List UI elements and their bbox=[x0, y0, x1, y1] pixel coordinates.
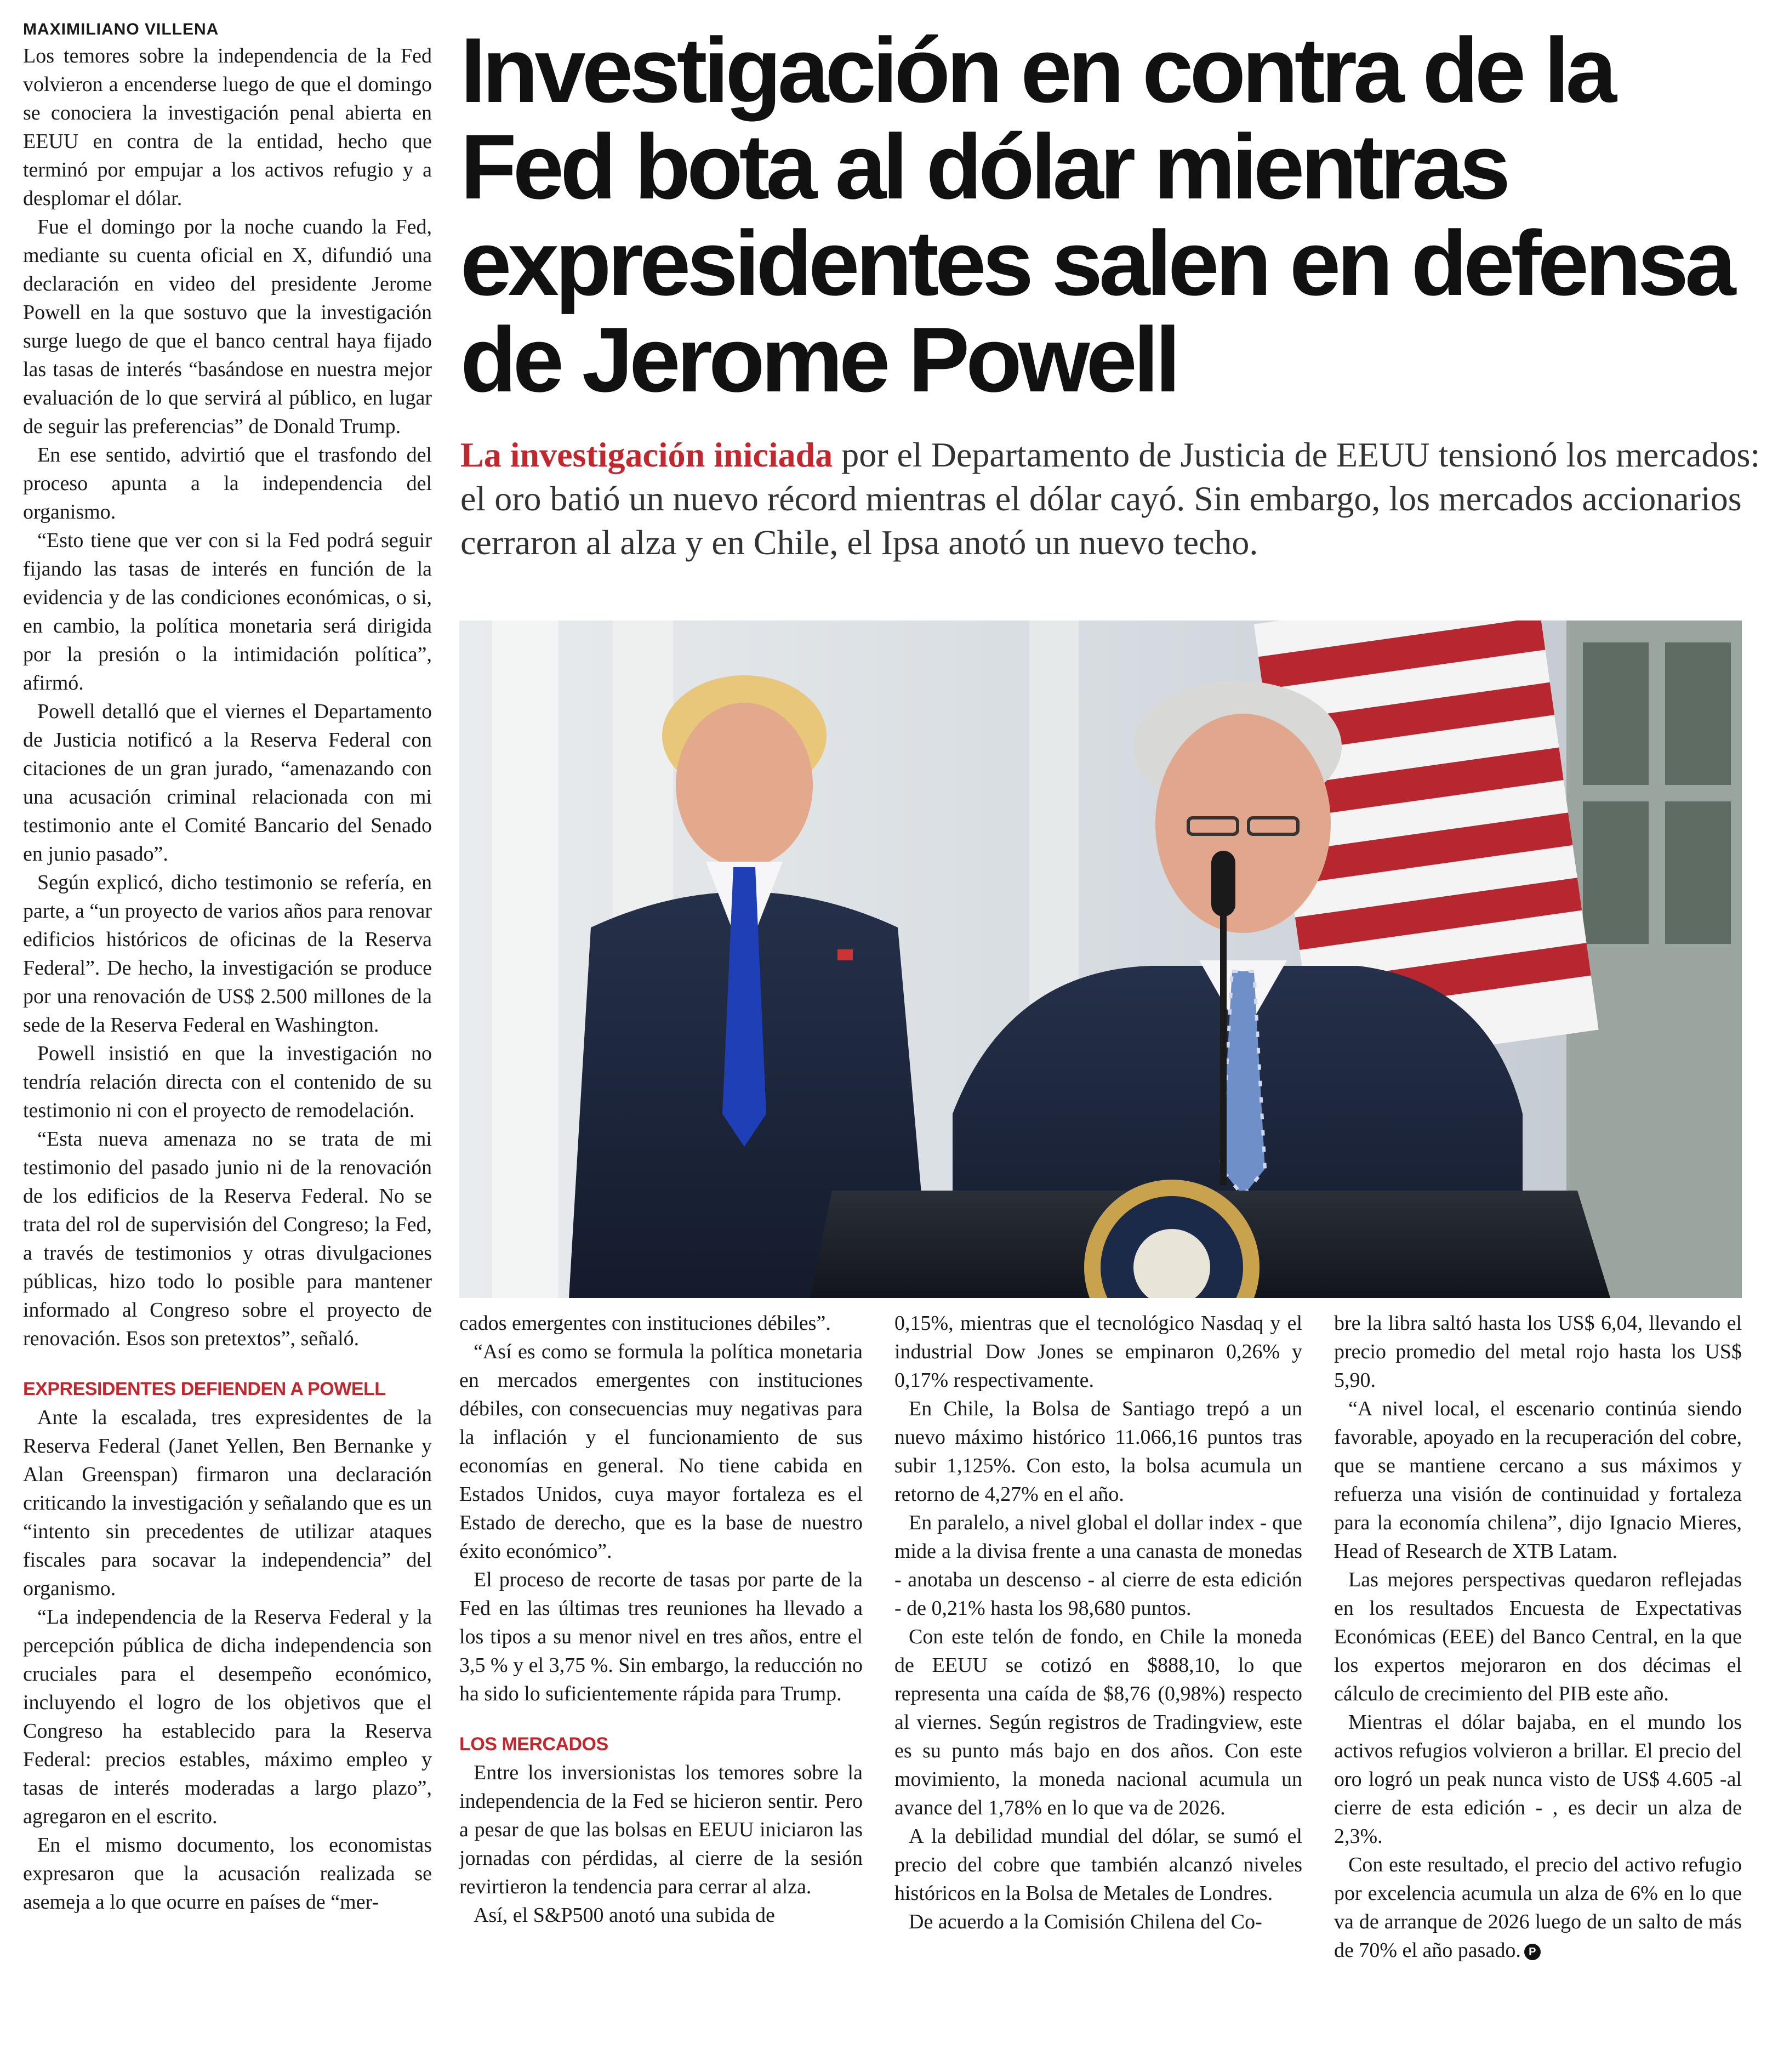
article-column-2 bbox=[459, 1309, 863, 1929]
paragraph: En el mismo documento, los economistas expresaron que la acusación realizada se asemeja a lo que ocurre en países de “mer- bbox=[23, 1834, 432, 1914]
paragraph: Entre los inversionistas los temores sobre la independencia de la Fed se hicieron sentir. Pero a pesar de que las bolsas en EEUU iniciaron las jornadas con pérdidas, al cierre de la sesión revirtieron la tendencia para cerrar al alza. bbox=[459, 1761, 863, 1898]
paragraph: Fue el domingo por la noche cuando la Fed, mediante su cuenta oficial en X, difundió una declaración en video del presidente Jerome Powell en la que sostuvo que la investigación surge luego de que el banco central haya fijado las tasas de interés “basándose en nuestra mejor evaluación de lo que servirá al público, en lugar de seguir las preferencias” de Donald Trump. bbox=[23, 215, 432, 438]
paragraph: “La independencia de la Reserva Federal y la percepción pública de dicha independencia son cruciales para el desempeño económico, incluyendo el logro de los objetivos que el Congreso ha establecido para la Reserva Federal: precios estables, máximo empleo y tasas de interés moderadas a largo plazo”, agregaron en el escrito. bbox=[23, 1606, 432, 1828]
paragraph: Con este telón de fondo, en Chile la moneda de EEUU se cotizó en $888,10, lo que representa una caída de $8,76 (0,98%) respecto al viernes. Según registros de Tradingview, este es su punto más bajo en dos años. Con este movimiento, la moneda nacional acumula un avance del 1,78% en lo que va de 2026. bbox=[894, 1625, 1302, 1819]
paragraph: “Así es como se formula la política monetaria en mercados emergentes con instituciones débiles, con consecuencias muy negativas para la inflación y el funcionamiento de sus economías en general. No tiene cabida en Estados Unidos, cuya mayor fortaleza es el Estado de derecho, que es la base de nuestro éxito económico”. bbox=[459, 1340, 863, 1563]
article-column-4 bbox=[1334, 1309, 1742, 1965]
section-heading-mercados: LOS MERCADOS bbox=[459, 1734, 608, 1755]
article-column-3 bbox=[894, 1309, 1302, 1936]
paragraph: Los temores sobre la independencia de la Fed volvieron a encenderse luego de que el domingo se conociera la investigación penal abierta en EEUU en contra de la entidad, hecho que terminó por empujar a los activos refugio y a desplomar el dólar. bbox=[23, 44, 432, 210]
paragraph: En ese sentido, advirtió que el trasfondo del proceso apunta a la independencia del organismo. bbox=[23, 443, 432, 523]
paragraph: “A nivel local, el escenario continúa siendo favorable, apoyado en la recuperación del cobre, que se mantiene cercano a sus máximos y refuerza una visión de continuidad y fortaleza para la economía chilena”, dijo Ignacio Mieres, Head of Research de XTB Latam. bbox=[1334, 1397, 1742, 1563]
paragraph: “Esto tiene que ver con si la Fed podrá seguir fijando las tasas de interés en función de la evidencia y de las condiciones económicas, o si, en cambio, la política monetaria será dirigida por la presión o la intimidación política”, afirmó. bbox=[23, 529, 432, 695]
paragraph: Así, el S&P500 anotó una subida de bbox=[474, 1904, 775, 1927]
paragraph: 0,15%, mientras que el tecnológico Nasdaq y el industrial Dow Jones se empinaron 0,26% y 0,17% respectivamente. bbox=[894, 1312, 1302, 1392]
paragraph: Ante la escalada, tres expresidentes de la Reserva Federal (Janet Yellen, Ben Bernanke y Alan Greenspan) firmaron una declaración criticando la investigación y señalando que es un “intento sin precedentes de utilizar ataques fiscales para socavar la independencia” del organismo. bbox=[23, 1406, 432, 1600]
dek-text: por el Departamento de Justicia de EEUU tensionó los mercados: el oro batió un nuevo récord mientras el dólar cayó. Sin embargo, los mercados accionarios cerraron al alza y en Chile, el Ipsa anotó un nuevo techo. bbox=[460, 435, 1760, 562]
paragraph: Mientras el dólar bajaba, en el mundo los activos refugios volvieron a brillar. El precio del oro logró un peak nunca visto de US$ 4.605 -al cierre de esta edición - , es decir un alza de 2,3%. bbox=[1334, 1711, 1742, 1848]
dek bbox=[460, 433, 1765, 565]
photo-illustration bbox=[459, 621, 1742, 1298]
paragraph: “Esta nueva amenaza no se trata de mi testimonio del pasado junio ni de la renovación de los edificios de la Reserva Federal. No se trata del rol de supervisión del Congreso; la Fed, a través de testimonios y otras divulgaciones públicas, hizo todo lo posible para mantener informado al Congreso sobre el proyecto de renovación. Esos son pretextos”, señaló. bbox=[23, 1128, 432, 1350]
paragraph: A la debilidad mundial del dólar, se sumó el precio del cobre que también alcanzó niveles históricos en la Bolsa de Metales de Londres. bbox=[894, 1825, 1302, 1905]
paragraph: En Chile, la Bolsa de Santiago trepó a un nuevo máximo histórico 11.066,16 puntos tras subir 1,125%. Con esto, la bolsa acumula un retorno de 4,27% en el año. bbox=[894, 1397, 1302, 1506]
paragraph: cados emergentes con instituciones débiles”. bbox=[459, 1312, 831, 1335]
paragraph: De acuerdo a la Comisión Chilena del Co- bbox=[909, 1910, 1262, 1933]
byline: MAXIMILIANO VILLENA bbox=[23, 20, 219, 38]
paragraph: Powell detalló que el viernes el Departamento de Justicia notificó a la Reserva Federal con citaciones de un gran jurado, “amenazando con una acusación criminal relacionada con mi testimonio ante el Comité Bancario del Senado en junio pasado”. bbox=[23, 700, 432, 866]
paragraph: Powell insistió en que la investigación no tendría relación directa con el contenido de su testimonio ni con el proyecto de remodelación. bbox=[23, 1042, 432, 1122]
paragraph: En paralelo, a nivel global el dollar index - que mide a la divisa frente a una canasta de monedas - anotaba un descenso - al cierre de esta edición - de 0,21% hasta los 98,680 puntos. bbox=[894, 1511, 1302, 1620]
headline: Investigación en contra de la Fed bota al dólar mientras expresidentes salen en defensa de Jerome Powell bbox=[460, 19, 1733, 411]
paragraph bbox=[1334, 1851, 1742, 1965]
news-photo bbox=[459, 621, 1742, 1298]
end-mark-icon: P bbox=[1524, 1944, 1541, 1960]
section-heading-expresidentes: EXPRESIDENTES DEFIENDEN A POWELL bbox=[23, 1379, 386, 1399]
article-column-1 bbox=[23, 19, 432, 1916]
paragraph: Las mejores perspectivas quedaron reflejadas en los resultados Encuesta de Expectativas Económicas (EEE) del Banco Central, en la que los expertos mejoraron en dos décimas el cálculo de crecimiento del PIB este año. bbox=[1334, 1568, 1742, 1705]
paragraph-text: Con este resultado, el precio del activo refugio por excelencia acumula un alza de 6% en lo que va de arranque de 2026 luego de un salto de más de 70% el año pasado. bbox=[1334, 1853, 1742, 1962]
dek-lead: La investigación iniciada bbox=[460, 435, 833, 474]
paragraph: bre la libra saltó hasta los US$ 6,04, llevando el precio promedio del metal rojo hasta los US$ 5,90. bbox=[1334, 1312, 1742, 1392]
paragraph: El proceso de recorte de tasas por parte de la Fed en las últimas tres reuniones ha llevado a los tipos a su menor nivel en tres años, entre el 3,5 % y el 3,75 %. Sin embargo, la reducción no ha sido lo suficientemente rápida para Trump. bbox=[459, 1568, 863, 1705]
paragraph: Según explicó, dicho testimonio se refería, en parte, a “un proyecto de varios años para renovar edificios históricos de oficinas de la Reserva Federal”. De hecho, la investigación se produce por una renovación de US$ 2.500 millones de la sede de la Reserva Federal en Washington. bbox=[23, 871, 432, 1037]
